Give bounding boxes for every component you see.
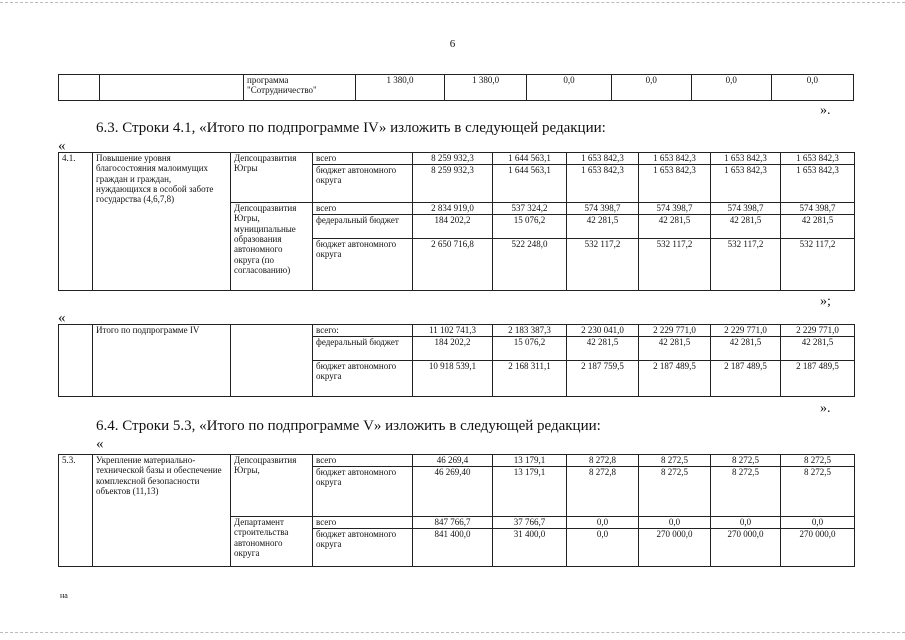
opening-quote: « — [58, 138, 66, 154]
table-row-4-1 — [58, 152, 855, 291]
value-cell: 42 281,5 — [639, 215, 711, 239]
table-row — [59, 325, 855, 337]
value-cell: 1 653 842,3 — [781, 165, 855, 203]
value-cell: 2 229 771,0 — [639, 325, 711, 337]
scan-edge-bottom — [0, 632, 905, 633]
value-cell: 1 653 842,3 — [711, 153, 781, 165]
row-number: 4.1. — [59, 153, 93, 291]
funding-source: федеральный бюджет — [313, 215, 413, 239]
table-cell — [231, 325, 313, 397]
opening-quote: « — [58, 310, 66, 326]
value-cell: 2 187 489,5 — [711, 361, 781, 397]
value-cell: 1 653 842,3 — [567, 165, 639, 203]
value-cell: 2 187 489,5 — [639, 361, 711, 397]
value-cell: 42 281,5 — [711, 337, 781, 361]
table-cell — [59, 325, 93, 397]
value-cell: 0,0 — [711, 517, 781, 529]
value-cell: 15 076,2 — [493, 337, 567, 361]
executor-name: Депсоцразвития Югры, муниципальные образования автономного округа (по согласованию) — [231, 203, 313, 291]
funding-source: всего: — [313, 325, 413, 337]
value-cell: 270 000,0 — [639, 529, 711, 567]
value-cell: 1 653 842,3 — [781, 153, 855, 165]
value-cell: 46 269,40 — [413, 467, 493, 517]
value-cell: 1 653 842,3 — [639, 153, 711, 165]
value-cell: 42 281,5 — [567, 215, 639, 239]
value-cell: 532 117,2 — [567, 239, 639, 291]
value-cell: 15 076,2 — [493, 215, 567, 239]
value-cell: 2 229 771,0 — [711, 325, 781, 337]
value-cell: 1 644 563,1 — [493, 153, 567, 165]
funding-source: федеральный бюджет — [313, 337, 413, 361]
funding-source: всего — [313, 153, 413, 165]
executor-name: Депсоцразвития Югры, — [231, 455, 313, 517]
funding-source: бюджет автономного округа — [313, 239, 413, 291]
value-cell: 532 117,2 — [639, 239, 711, 291]
closing-quote: »; — [820, 294, 831, 309]
value-cell: 8 272,8 — [567, 455, 639, 467]
table-row — [59, 455, 855, 467]
value-cell: 1 653 842,3 — [711, 165, 781, 203]
value-cell: 0,0 — [611, 75, 691, 101]
value-cell: 8 259 932,3 — [413, 153, 493, 165]
value-cell: 532 117,2 — [781, 239, 855, 291]
value-cell: 13 179,1 — [493, 467, 567, 517]
value-cell: 2 183 387,3 — [493, 325, 567, 337]
value-cell: 0,0 — [567, 517, 639, 529]
value-cell: 0,0 — [691, 75, 771, 101]
value-cell: 0,0 — [771, 75, 853, 101]
value-cell: 8 272,5 — [711, 467, 781, 517]
value-cell: 42 281,5 — [781, 337, 855, 361]
section-heading-6-4: 6.4. Строки 5.3, «Итого по подпрограмме V» изложить в следующей редакции: — [96, 418, 601, 434]
value-cell: 8 272,5 — [781, 467, 855, 517]
value-cell: 42 281,5 — [711, 215, 781, 239]
value-cell: 2 187 759,5 — [567, 361, 639, 397]
value-cell: 8 272,5 — [639, 467, 711, 517]
value-cell: 574 398,7 — [639, 203, 711, 215]
value-cell: 1 380,0 — [445, 75, 527, 101]
continuation-table — [58, 74, 854, 101]
total-label: Итого по подпрограмме IV — [93, 325, 231, 397]
funding-source: бюджет автономного округа — [313, 467, 413, 517]
value-cell: 1 653 842,3 — [567, 153, 639, 165]
value-cell: 11 102 741,3 — [413, 325, 493, 337]
executor-name: Департамент строительства автономного округа — [231, 517, 313, 567]
footnote-mark: на — [60, 591, 68, 600]
page-number: 6 — [449, 38, 456, 50]
value-cell: 0,0 — [781, 517, 855, 529]
value-cell: 2 229 771,0 — [781, 325, 855, 337]
funding-source: всего — [313, 517, 413, 529]
value-cell: 10 918 539,1 — [413, 361, 493, 397]
value-cell: 270 000,0 — [781, 529, 855, 567]
table-row — [59, 153, 855, 165]
funding-source: всего — [313, 203, 413, 215]
row-number: 5.3. — [59, 455, 93, 567]
section-heading-6-3: 6.3. Строки 4.1, «Итого по подпрограмме IV» изложить в следующей редакции: — [96, 120, 606, 136]
executor-name: Депсоцразвития Югры — [231, 153, 313, 203]
value-cell: 532 117,2 — [711, 239, 781, 291]
table-total-subprogram-4 — [58, 324, 855, 397]
table-cell — [59, 75, 100, 101]
closing-quote: ». — [820, 103, 831, 118]
value-cell: 1 653 842,3 — [639, 165, 711, 203]
value-cell: 42 281,5 — [781, 215, 855, 239]
value-cell: 841 400,0 — [413, 529, 493, 567]
value-cell: 8 272,5 — [639, 455, 711, 467]
value-cell: 0,0 — [567, 529, 639, 567]
value-cell: 13 179,1 — [493, 455, 567, 467]
value-cell: 574 398,7 — [567, 203, 639, 215]
value-cell: 2 650 716,8 — [413, 239, 493, 291]
closing-quote: ». — [820, 401, 831, 416]
value-cell: 8 272,5 — [781, 455, 855, 467]
table-cell — [100, 75, 244, 101]
value-cell: 31 400,0 — [493, 529, 567, 567]
opening-quote: « — [96, 436, 104, 452]
value-cell: 2 230 041,0 — [567, 325, 639, 337]
value-cell: 2 834 919,0 — [413, 203, 493, 215]
value-cell: 1 380,0 — [355, 75, 444, 101]
activity-name: Повышение уровня благосостояния малоимущих граждан и граждан, нуждающихся в особой заботе государства (4,6,7,8) — [93, 153, 231, 291]
value-cell: 0,0 — [639, 517, 711, 529]
activity-name: Укрепление материально-технической базы и обеспечение комплексной безопасности объектов (11,13) — [93, 455, 231, 567]
value-cell: 2 168 311,1 — [493, 361, 567, 397]
value-cell: 574 398,7 — [781, 203, 855, 215]
funding-source: всего — [313, 455, 413, 467]
value-cell: 184 202,2 — [413, 337, 493, 361]
value-cell: 42 281,5 — [567, 337, 639, 361]
value-cell: 46 269,4 — [413, 455, 493, 467]
value-cell: 0,0 — [527, 75, 612, 101]
value-cell: 184 202,2 — [413, 215, 493, 239]
value-cell: 847 766,7 — [413, 517, 493, 529]
value-cell: 537 324,2 — [493, 203, 567, 215]
value-cell: 42 281,5 — [639, 337, 711, 361]
program-name-cell: программа "Сотрудничество" — [244, 75, 356, 101]
value-cell: 2 187 489,5 — [781, 361, 855, 397]
value-cell: 574 398,7 — [711, 203, 781, 215]
value-cell: 8 272,8 — [567, 467, 639, 517]
value-cell: 522 248,0 — [493, 239, 567, 291]
value-cell: 270 000,0 — [711, 529, 781, 567]
table-row-5-3 — [58, 454, 855, 567]
funding-source: бюджет автономного округа — [313, 529, 413, 567]
funding-source: бюджет автономного округа — [313, 361, 413, 397]
value-cell: 8 259 932,3 — [413, 165, 493, 203]
table-row — [59, 75, 854, 101]
funding-source: бюджет автономного округа — [313, 165, 413, 203]
value-cell: 37 766,7 — [493, 517, 567, 529]
scan-edge-top — [0, 2, 905, 3]
value-cell: 8 272,5 — [711, 455, 781, 467]
value-cell: 1 644 563,1 — [493, 165, 567, 203]
